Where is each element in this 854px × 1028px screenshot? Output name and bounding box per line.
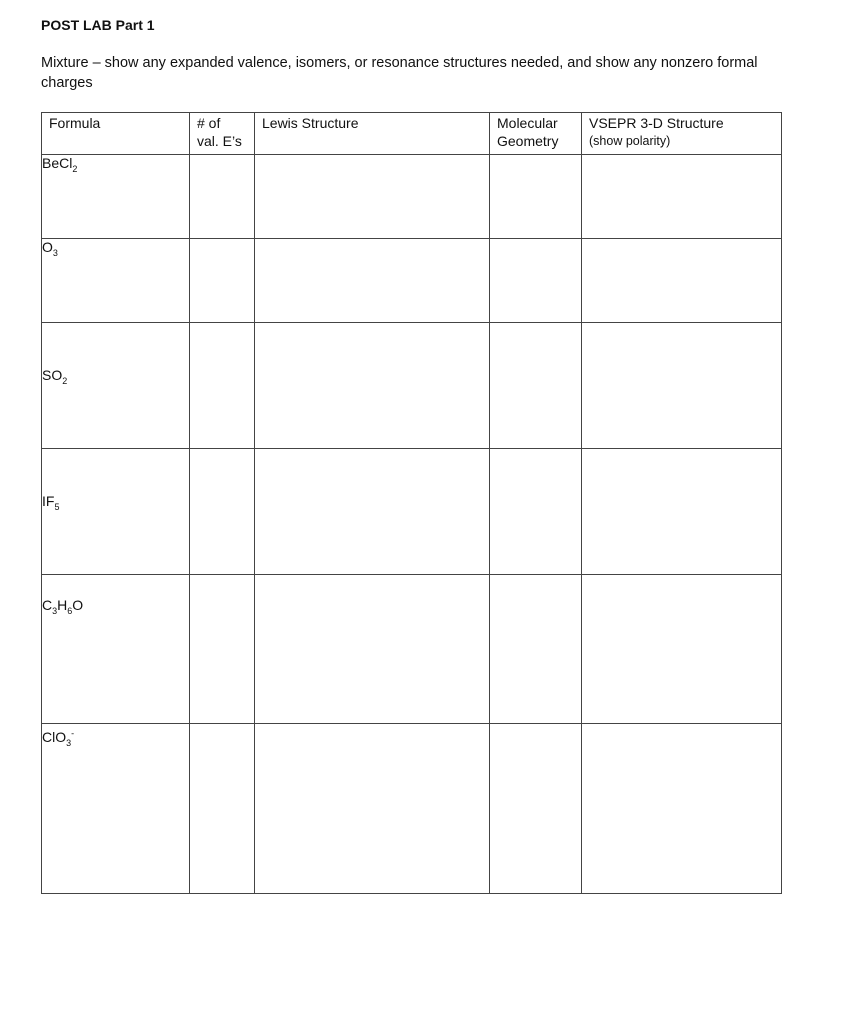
formula-superscript: -	[71, 728, 75, 739]
geometry-header-line1: Molecular	[497, 115, 558, 131]
formula-cell	[42, 575, 190, 724]
table-row	[42, 724, 782, 894]
table-row	[42, 239, 782, 323]
formula-text: IF	[42, 493, 55, 509]
lewis-header-label: Lewis Structure	[262, 115, 359, 131]
geometry-header-line2: Geometry	[497, 133, 559, 149]
valence-header-line2: val. E’s	[197, 133, 242, 149]
valence-electrons-cell[interactable]	[190, 239, 255, 323]
formula-subscript: 3	[52, 247, 58, 258]
formula-text: SO	[42, 367, 63, 383]
molecular-geometry-cell[interactable]	[490, 724, 582, 894]
formula-subscript: 2	[62, 375, 68, 386]
lewis-structure-cell[interactable]	[255, 575, 490, 724]
formula-text: O	[42, 239, 53, 255]
vsepr-structure-cell[interactable]	[582, 449, 782, 575]
lewis-structure-cell[interactable]	[255, 155, 490, 239]
header-row	[42, 113, 782, 155]
molecular-geometry-cell[interactable]	[490, 323, 582, 449]
formula-cell	[42, 323, 190, 449]
vsepr-structure-cell[interactable]	[582, 724, 782, 894]
table-row	[42, 575, 782, 724]
formula-subscript: 2	[72, 163, 78, 174]
molecular-geometry-cell[interactable]	[490, 155, 582, 239]
valence-electrons-cell[interactable]	[190, 323, 255, 449]
formula-subscript: 3	[52, 605, 58, 616]
lewis-structure-header	[255, 113, 490, 155]
formula-cell	[42, 239, 190, 323]
molecular-geometry-cell[interactable]	[490, 449, 582, 575]
formula-text: BeCl	[42, 155, 73, 171]
formula-text: C	[42, 597, 53, 613]
formula-header-label: Formula	[49, 115, 101, 131]
lewis-structure-cell[interactable]	[255, 724, 490, 894]
lewis-structure-cell[interactable]	[255, 449, 490, 575]
valence-header-line1: # of	[197, 115, 221, 131]
lewis-structure-cell[interactable]	[255, 323, 490, 449]
valence-electrons-cell[interactable]	[190, 449, 255, 575]
vsepr-structure-cell[interactable]	[582, 239, 782, 323]
formula-cell	[42, 724, 190, 894]
formula-header	[42, 113, 190, 155]
vsepr-structure-cell[interactable]	[582, 155, 782, 239]
molecular-geometry-header	[490, 113, 582, 155]
vsepr-header-line2: (show polarity)	[589, 134, 671, 148]
table-row	[42, 323, 782, 449]
page-title: POST LAB Part 1	[41, 17, 155, 33]
formula-subscript: 3	[66, 737, 72, 748]
table-row	[42, 449, 782, 575]
valence-electrons-cell[interactable]	[190, 575, 255, 724]
formula-subscript: 6	[67, 605, 73, 616]
formula-cell	[42, 449, 190, 575]
instructions-text: Mixture – show any expanded valence, isomers, or resonance structures needed, and show any nonzero formal charges	[41, 55, 758, 91]
post-lab-table	[41, 112, 782, 894]
vsepr-structure-cell[interactable]	[582, 575, 782, 724]
formula-subscript: 5	[54, 501, 60, 512]
valence-electrons-cell[interactable]	[190, 155, 255, 239]
vsepr-structure-header	[582, 113, 782, 155]
formula-text: ClO	[42, 729, 67, 745]
formula-cell	[42, 155, 190, 239]
molecular-geometry-cell[interactable]	[490, 239, 582, 323]
valence-electrons-cell[interactable]	[190, 724, 255, 894]
formula-text: O	[72, 597, 84, 613]
vsepr-header-line1: VSEPR 3-D Structure	[589, 115, 724, 131]
table-row	[42, 155, 782, 239]
valence-electrons-header	[190, 113, 255, 155]
formula-text: H	[57, 597, 68, 613]
molecular-geometry-cell[interactable]	[490, 575, 582, 724]
vsepr-structure-cell[interactable]	[582, 323, 782, 449]
lewis-structure-cell[interactable]	[255, 239, 490, 323]
